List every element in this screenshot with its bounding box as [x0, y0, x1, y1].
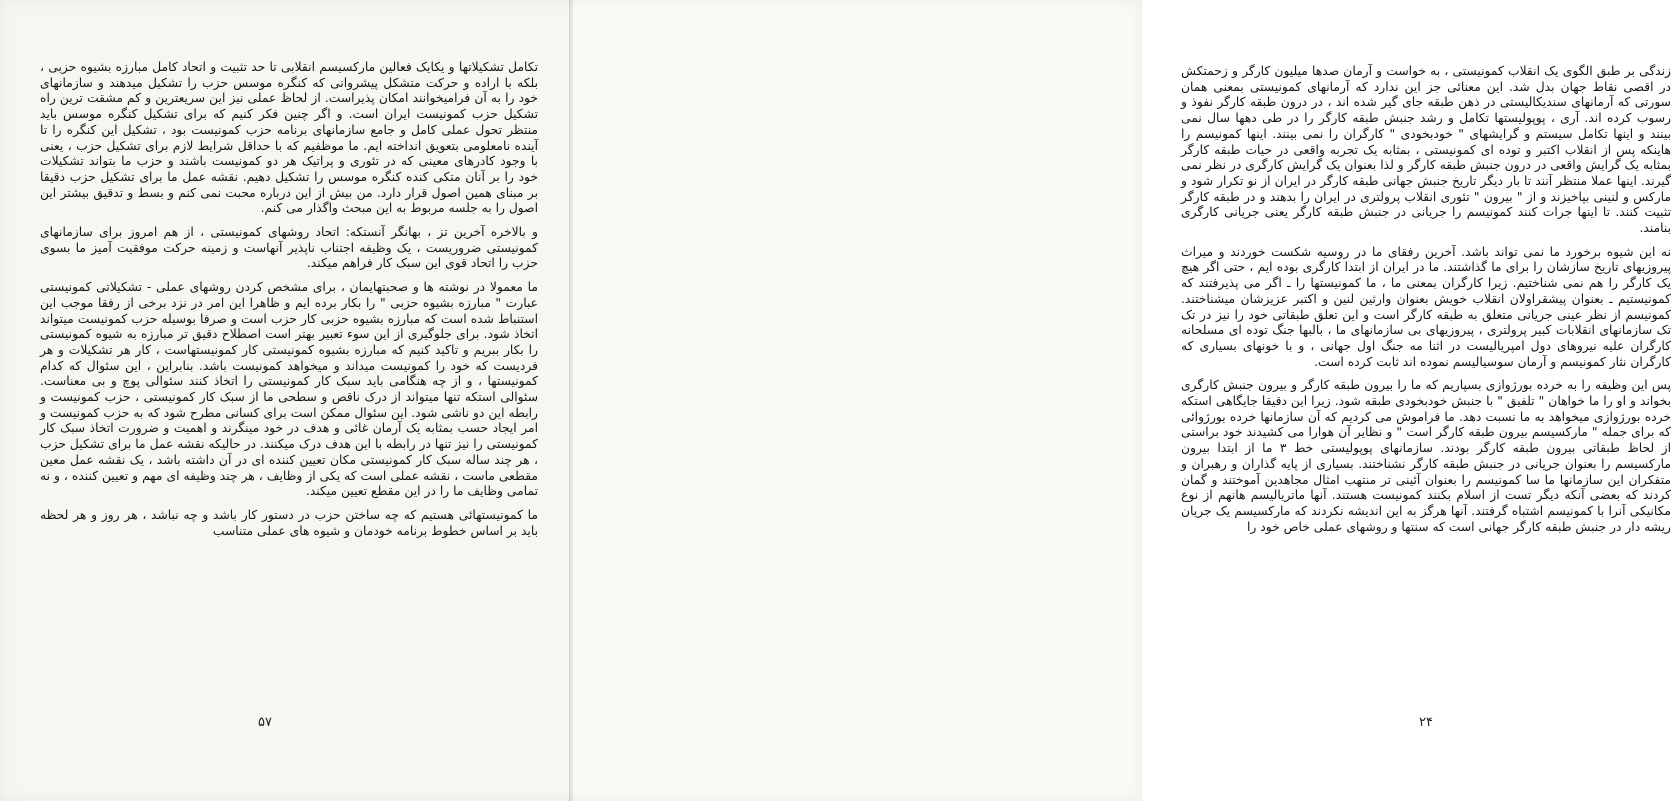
left-page-body	[40, 60, 538, 539]
left-paragraph-1: تکامل تشکیلاتها و یکایک فعالین مارکسیسم انقلابی تا حد تثبیت و اتحاد کامل مبارزه بشیوه حزبی ، بلکه با اراده و حرکت متشکل پیشروانی که کنگره موسس حزب را تشکیل میدهند و سازمانهای خود را به آن فرامیخوانند امکان پذیراست. از لحاظ عملی نیز این سریعترین و کم مشقت ترین راه تشکیل حزب کمونیست ایران است. و اگر چنین فکر کنیم که برای تشکیل کنگره موسس باید منتظر تحول عملی کامل و جامع سازمانهای برنامه حزب کمونیست بود ، تشکیل این کنگره را تا آینده نامعلومی بتعویق انداخته ایم. ما موظفیم که با حداقل شرایط لازم برای تشکیل حزب ، یعنی با وجود کادرهای معینی که در تئوری و پراتیک هر دو کمونیست باشند و حزب ما بتواند تشکیلات خود را بر آنان متکی کنده کنگره موسس را تشکیل دهیم. نقشه عمل ما برای تشکیل حزب دقیقا بر مبنای همین اصول قرار دارد. من بیش از این درباره محبت نمی کنم و بسط و تدقیق بیشتر این اصول را به جلسه مربوط به این مبحث واگذار می کنم.	[40, 60, 538, 216]
left-paragraph-4: ما کمونیستهائی هستیم که چه ساختن حزب در دستور کار باشد و چه نباشد ، هر روز و هر لحظه باید بر اساس خطوط برنامه خودمان و شیوه های عملی متناسب	[40, 507, 538, 538]
right-page-body	[1181, 64, 1671, 535]
right-paragraph-2: نه این شیوه برخورد ما نمی تواند باشد. آخرین رفقای ما در روسیه شکست خوردند و میراث پیروزیهای تاریخ سازشان را برای ما گذاشتند. ما در ایران از ابتدا کارگری بوده ایم ، حتی اگر هیچ یک کارگر را هم نمی شناختیم. زیرا کارگران بمعنی ما ، ما کمونیستها را ـ اگر می پذیرفتند که کمونیستیم ـ بعنوان پیشقراولان انقلاب خویش بعنوان وارثین لنین و اکتبر عزیزشان میشناختند. کمونیسم از نظر عینی جریانی متعلق به طبقه کارگر است و این تعلق طبقاتی خود را نیز در تک تک سازمانهای انقلابات کبیر پرولتری ، پیروزیهای بی سازمانهای ما ، بالبها جنگ توده ای مسلحانه کارگران علیه نیروهای دول امپریالیست در اثنا مه جنگ اول جهانی ، و با خونهای بسیاری که کارگران نثار کمونیسم و آرمان سوسیالیسم نموده اند ثابت کرده است.	[1181, 244, 1671, 369]
right-page	[573, 0, 1671, 801]
left-paragraph-3: ما معمولا در نوشته ها و صحبتهایمان ، برای مشخص کردن روشهای عملی - تشکیلاتی کمونیستی عبارت " مبارزه بشیوه حزبی " را بکار برده ایم و ظاهرا این امر در نزد برخی از رفقا موجب این استنباط شده است که مبارزه بشیوه حزبی کار حزب است و صرفا بوسیله حزب کمونیست میتواند اتخاذ شود. برای جلوگیری از این سوء تعبیر بهتر است اصطلاح دقیق تر مبارزه به شیوه کمونیستی را بکار ببریم و تاکید کنیم که مبارزه بشیوه کمونیستی کار کمونیستهاست ، کار هر تشکیلات و هر فردیست که خود را کمونیست میداند و میخواهد کمونیست باشد. بنابراین ، این سئوال که کدام کمونیستها ، و از چه هنگامی باید سبک کار کمونیستی را اتخاذ کنند سئوالی پوچ و بی معناست. سئوالی استکه تنها میتواند از درک ناقص و سطحی ما از سبک کار کمونیستی ، حزب کمونیست و رابطه این دو ناشی شود. این سئوال ممکن است برای کسانی مطرح شود که به حزب کمونیست و امر ایجاد حسب بمثابه یک آرمان غائی و هدف در خود مینگرند و اهمیت و ضرورت اتخاذ سبک کار کمونیستی را نیز تنها در رابطه با این هدف درک میکنند. در حالیکه نقشه عمل ما برای تشکیل حزب ، هر چند ساله سبک کار کمونیستی مکان تعیین کننده ای در آن داشته باشد ، یک نقشه عمل معین مقطعی ماست ، نقشه عملی است که یکی از وظایف ، هر چند وظیفه ای مهم و تعیین کننده ، و نه تمامی وظایف ما را در این مقطع تعیین میکند.	[40, 280, 538, 499]
left-page-number: ۵۷	[258, 715, 272, 730]
right-page-number: ۲۴	[1419, 715, 1433, 730]
left-paragraph-2: و بالاخره آخرین تز ، بهانگر آنستکه: اتحاد روشهای کمونیستی ، از هم امروز برای سازمانهای کمونیستی ضروریست ، یک وظیفه اجتناب ناپذیر آنهاست و زمینه حرکت موفقیت آمیز ما بسوی حزب را اتحاد قوی این سبک کار فراهم میکند.	[40, 225, 538, 271]
left-page	[0, 0, 570, 801]
right-paragraph-3: پس این وظیفه را به خرده بورژوازی بسپاریم که ما را بیرون طبقه کارگر و بیرون جنبش کارگری بخواند و او را ما خواهان " تلفیق " با جنبش خودبخودی طبقه شود. زیرا این دقیقا جایگاهی استکه خرده بورژوازی میخواهد به ما نسبت دهد. ما فراموش می کردیم که آن سازمانها خرده بورژوائی که برای جمله " مارکسیسم بیرون طبقه کارگر است " و نظایر آن هوارا می کشیدند خود براستی از لحاظ طبقاتی بیرون طبقه کارگر بودند. سازمانهای پوپولیستی خط ۳ ما از ابتدا بیرون مارکسیسم را بعنوان جریانی در جنبش طبقه کارگر نشناختند. بسیاری از پایه گذاران و رهبران و متفکران این سازمانها ما سا کمونیسم را بعنوان آئینی تر منتهب امثال مجاهدین آموختند و گمان کردند که بعضی آنکه دیگر تست از اسلام بکنند کمونیست هستند. آنها ماتریالیسم هانهم از نوع مکانیکی آنرا با کمونیسم اشتباه گرفتند. آنها هرگز به این اندیشه نکردند که مارکسیسم یک جریان ریشه دار در جنبش طبقه کارگر جهانی است که سنتها و روشهای عملی خاص خود را	[1181, 378, 1671, 534]
right-paragraph-1: زندگی بر طبق الگوی یک انقلاب کمونیستی ، به خواست و آرمان صدها میلیون کارگر و زحمتکش در اقصی نقاط جهان بدل شد. این معنائی جز این ندارد که آرمانهای کمونیستی بمعنی همان سورتی که آرمانهای سندیکالیستی در ذهن طبقه جای گیر شده اند ، در درون طبقه کارگر نفوذ و رسوب کرده اند. آری ، پوپولیستها تکامل و رشد جنبش طبقه کارگر را در طی دهها سال نمی بینند و اینها تکامل سیستم و گرایشهای " خودبخودی " کارگران را نمی بینند. اینها کمونیسم را هاینکه پس از انقلاب اکتبر و توده ای کمونیستی ، بمثابه یک تجربه واقعی در حیات طبقه کارگر بمثابه یک گرایش واقعی در درون جنبش طبقه کارگر و لذا بعنوان یک گرایش کارگری در نظر نمی گیرند. اینها عملا منتظر آنند تا بار دیگر تاریخ جنبش جهانی طبقه کارگر در ایران از نو تکرار شود و مارکس و لنینی بپاخیزند و از " بیرون " تئوری انقلاب پرولتری در ایران را بدهند و در طبقه کارگر تثبیت کنند. تا اینها جرات کنند کمونیسم را جریانی در جنبش طبقه کارگر یعنی جریانی کارگری بنامند.	[1181, 64, 1671, 236]
